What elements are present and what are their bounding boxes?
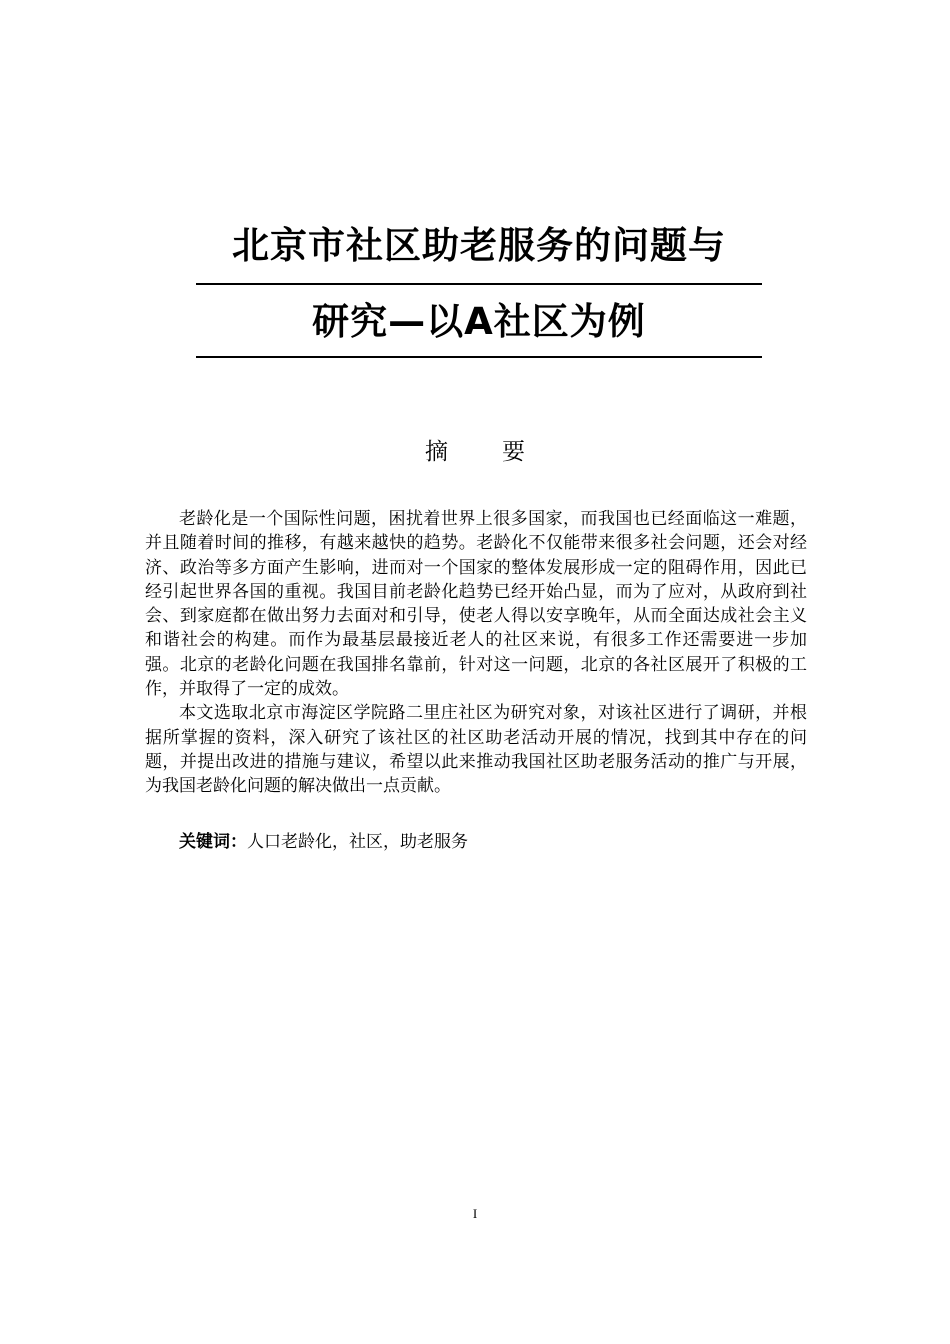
- abstract-heading-char-1: 摘: [425, 439, 448, 465]
- keywords-label: 关键词：: [179, 832, 247, 852]
- title-underline-1: [196, 283, 762, 285]
- abstract-heading-char-2: 要: [502, 439, 525, 465]
- document-title-line-2: 研究—以A社区为例: [312, 300, 646, 343]
- page-number: I: [472, 1206, 478, 1221]
- keywords-text: 人口老龄化，社区，助老服务: [247, 832, 468, 852]
- abstract-paragraph-2: 本文选取北京市海淀区学院路二里庄社区为研究对象，对该社区进行了调研，并根据所掌握的资料，深入研究了该社区的社区助老活动开展的情况，找到其中存在的问题，并提出改进的措施与建议，希望以此来推动我国社区助老服务活动的推广与开展，为我国老龄化问题的解决做出一点贡献。: [145, 703, 807, 797]
- abstract-body: [145, 507, 807, 799]
- title-underline-2: [196, 356, 762, 358]
- abstract-paragraph-1: 老龄化是一个国际性问题，困扰着世界上很多国家，而我国也已经面临这一难题，并且随着时间的推移，有越来越快的趋势。老龄化不仅能带来很多社会问题，还会对经济、政治等多方面产生影响，进而对一个国家的整体发展形成一定的阻碍作用，因此已经引起世界各国的重视。我国目前老龄化趋势已经开始凸显，而为了应对，从政府到社会、到家庭都在做出努力去面对和引导，使老人得以安享晚年，从而全面达成社会主义和谐社会的构建。而作为最基层最接近老人的社区来说，有很多工作还需要进一步加强。北京的老龄化问题在我国排名靠前，针对这一问题，北京的各社区展开了积极的工作，并取得了一定的成效。: [145, 509, 807, 700]
- document-title-line-1: 北京市社区助老服务的问题与: [232, 224, 726, 267]
- abstract-heading: [0, 436, 950, 468]
- keywords-line: [145, 830, 807, 854]
